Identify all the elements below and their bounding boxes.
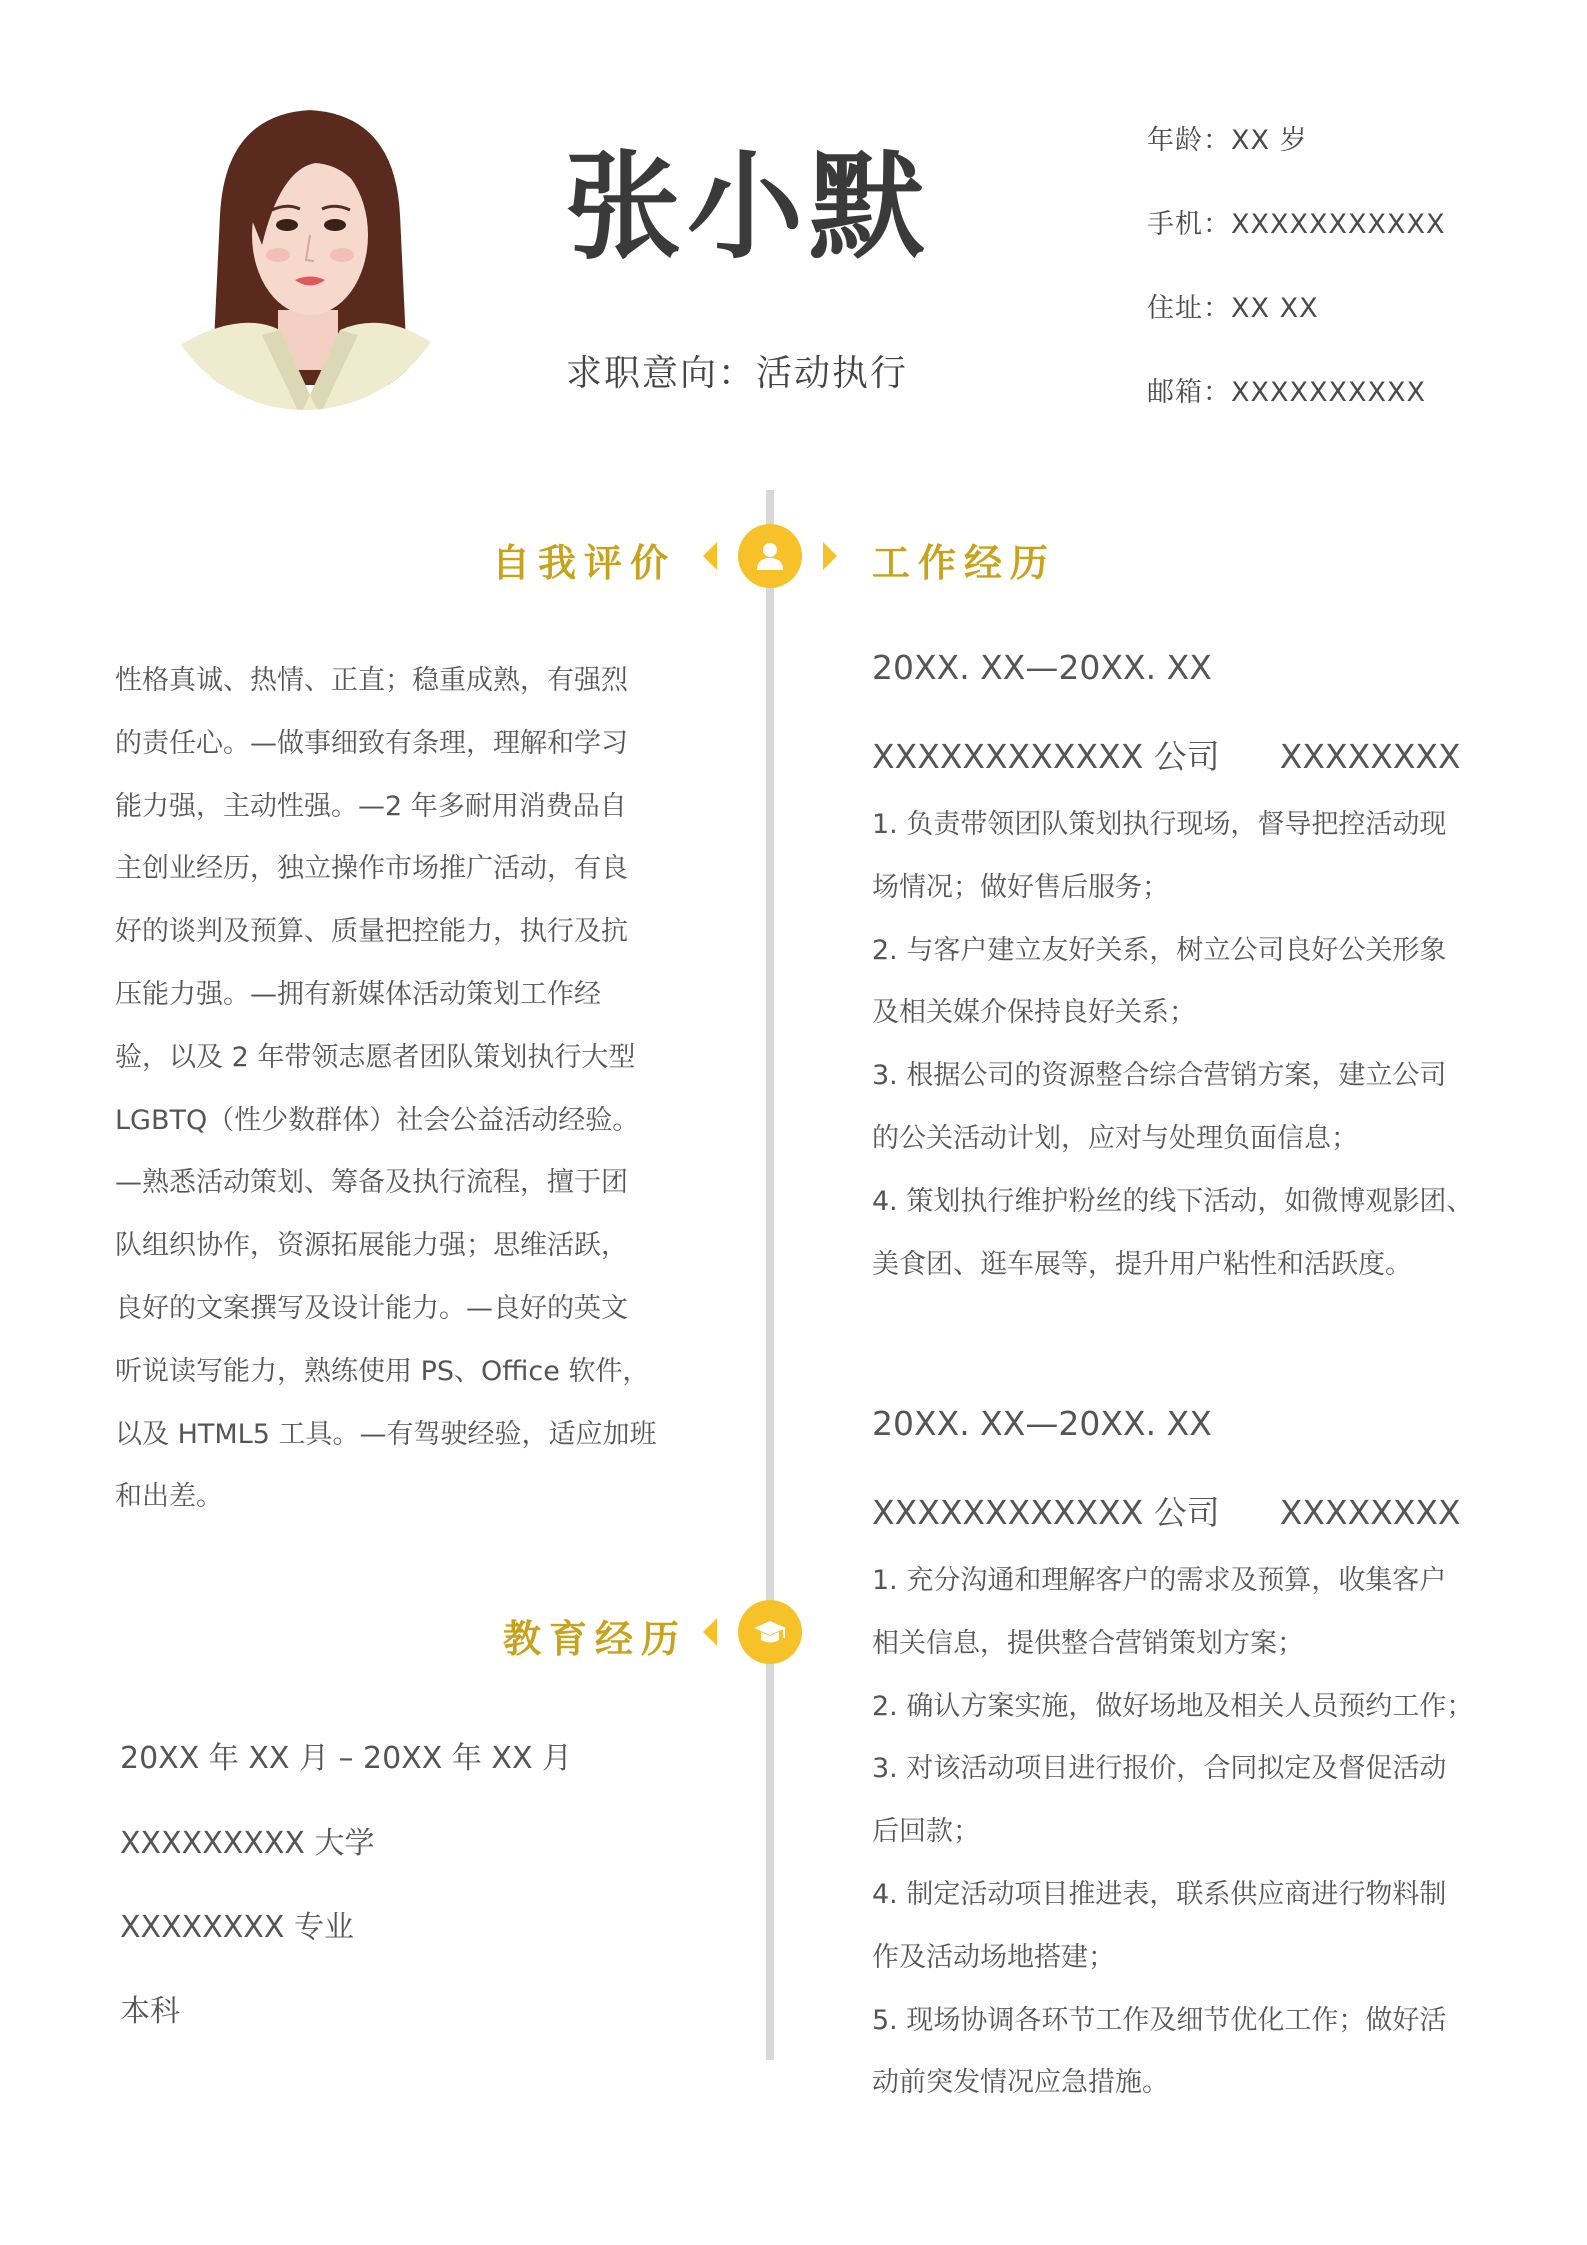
duty-line: 2. 与客户建立友好关系，树立公司良好公关形象 <box>872 934 1447 966</box>
section-title-self-eval: 自我评价 <box>492 541 677 585</box>
timeline-divider <box>766 490 774 2060</box>
self-eval-line: 听说读写能力，熟练使用 PS、Office 软件， <box>115 1355 650 1387</box>
duty-line: 及相关媒介保持良好关系； <box>872 997 1196 1029</box>
self-eval-line: 性格真诚、热情、正直；稳重成熟，有强烈 <box>115 665 628 696</box>
self-eval-line: 验，以及 2 年带领志愿者团队策划执行大型 <box>115 1041 636 1073</box>
duty-line: 场情况；做好售后服务； <box>872 871 1169 903</box>
job-position: XXXXXXXX <box>1279 1493 1461 1532</box>
duty-line: 3. 对该活动项目进行报价，合同拟定及督促活动 <box>872 1753 1447 1785</box>
self-eval-line: 队组织协作，资源拓展能力强；思维活跃， <box>115 1230 628 1262</box>
arrow-left-icon <box>703 542 717 570</box>
arrow-right-icon <box>823 542 837 570</box>
self-eval-line: LGBTQ（性少数群体）社会公益活动经验。 <box>115 1104 640 1136</box>
info-phone: 手机：XXXXXXXXXXX <box>1147 209 1446 240</box>
self-eval-line: —熟悉活动策划、筹备及执行流程，擅于团 <box>115 1167 628 1199</box>
duty-line: 2. 确认方案实施，做好场地及相关人员预约工作； <box>872 1690 1474 1722</box>
user-icon <box>738 524 802 588</box>
graduation-cap-icon <box>738 1600 802 1664</box>
self-eval-line: 以及 HTML5 工具。—有驾驶经验，适应加班 <box>115 1418 657 1450</box>
education-date: 20XX 年 XX 月 – 20XX 年 XX 月 <box>120 1741 573 1776</box>
duty-line: 作及活动场地搭建； <box>872 1941 1115 1973</box>
duty-line: 1. 充分沟通和理解客户的需求及预算，收集客户 <box>872 1565 1447 1596</box>
info-email: 邮箱：XXXXXXXXXX <box>1147 377 1426 408</box>
self-eval-line: 能力强，主动性强。—2 年多耐用消费品自 <box>115 790 627 822</box>
self-eval-line: 主创业经历，独立操作市场推广活动，有良 <box>115 853 628 885</box>
job-duties <box>872 794 1512 1296</box>
duty-line: 美食团、逛车展等，提升用户粘性和活跃度。 <box>872 1248 1412 1280</box>
job-date: 20XX. XX—20XX. XX <box>872 648 1212 687</box>
self-eval-text <box>115 650 675 1529</box>
self-eval-line: 和出差。 <box>115 1481 223 1513</box>
info-age: 年龄：XX 岁 <box>1147 125 1308 156</box>
duty-line: 后回款； <box>872 1816 980 1848</box>
section-title-education: 教育经历 <box>503 1617 688 1661</box>
self-eval-line: 的责任心。—做事细致有条理，理解和学习 <box>115 727 628 759</box>
job-position: XXXXXXXX <box>1279 737 1461 776</box>
duty-line: 相关信息，提供整合营销策划方案； <box>872 1627 1304 1659</box>
job-company <box>872 1487 1461 1534</box>
self-eval-line: 压能力强。—拥有新媒体活动策划工作经 <box>115 978 601 1010</box>
duty-line: 1. 负责带领团队策划执行现场，督导把控活动现 <box>872 809 1447 840</box>
duty-line: 4. 策划执行维护粉丝的线下活动，如微博观影团、 <box>872 1185 1474 1217</box>
self-eval-line: 好的谈判及预算、质量把控能力，执行及抗 <box>115 916 628 948</box>
arrow-left-icon <box>703 1618 717 1646</box>
candidate-name: 张小默 <box>565 140 931 275</box>
duty-line: 动前突发情况应急措施。 <box>872 2067 1169 2099</box>
self-eval-line: 良好的文案撰写及设计能力。—良好的英文 <box>115 1292 628 1324</box>
education-major: XXXXXXXX 专业 <box>120 1910 354 1945</box>
job-company <box>872 731 1461 778</box>
duty-line: 3. 根据公司的资源整合综合营销方案，建立公司 <box>872 1060 1447 1092</box>
duty-line: 的公关活动计划，应对与处理负面信息； <box>872 1122 1358 1154</box>
info-address: 住址：XX XX <box>1147 293 1319 324</box>
job-intent: 求职意向：活动执行 <box>566 353 909 394</box>
job-date: 20XX. XX—20XX. XX <box>872 1404 1212 1443</box>
education-school: XXXXXXXXX 大学 <box>120 1826 375 1861</box>
duty-line: 4. 制定活动项目推进表，联系供应商进行物料制 <box>872 1878 1447 1910</box>
avatar <box>150 95 460 415</box>
section-title-work: 工作经历 <box>872 541 1057 585</box>
education-degree: 本科 <box>120 1994 180 2029</box>
job-company-name: XXXXXXXXXXXX 公司 <box>872 1493 1220 1532</box>
job-company-name: XXXXXXXXXXXX 公司 <box>872 737 1220 776</box>
duty-line: 5. 现场协调各环节工作及细节优化工作；做好活 <box>872 2004 1447 2036</box>
job-duties <box>872 1550 1512 2115</box>
